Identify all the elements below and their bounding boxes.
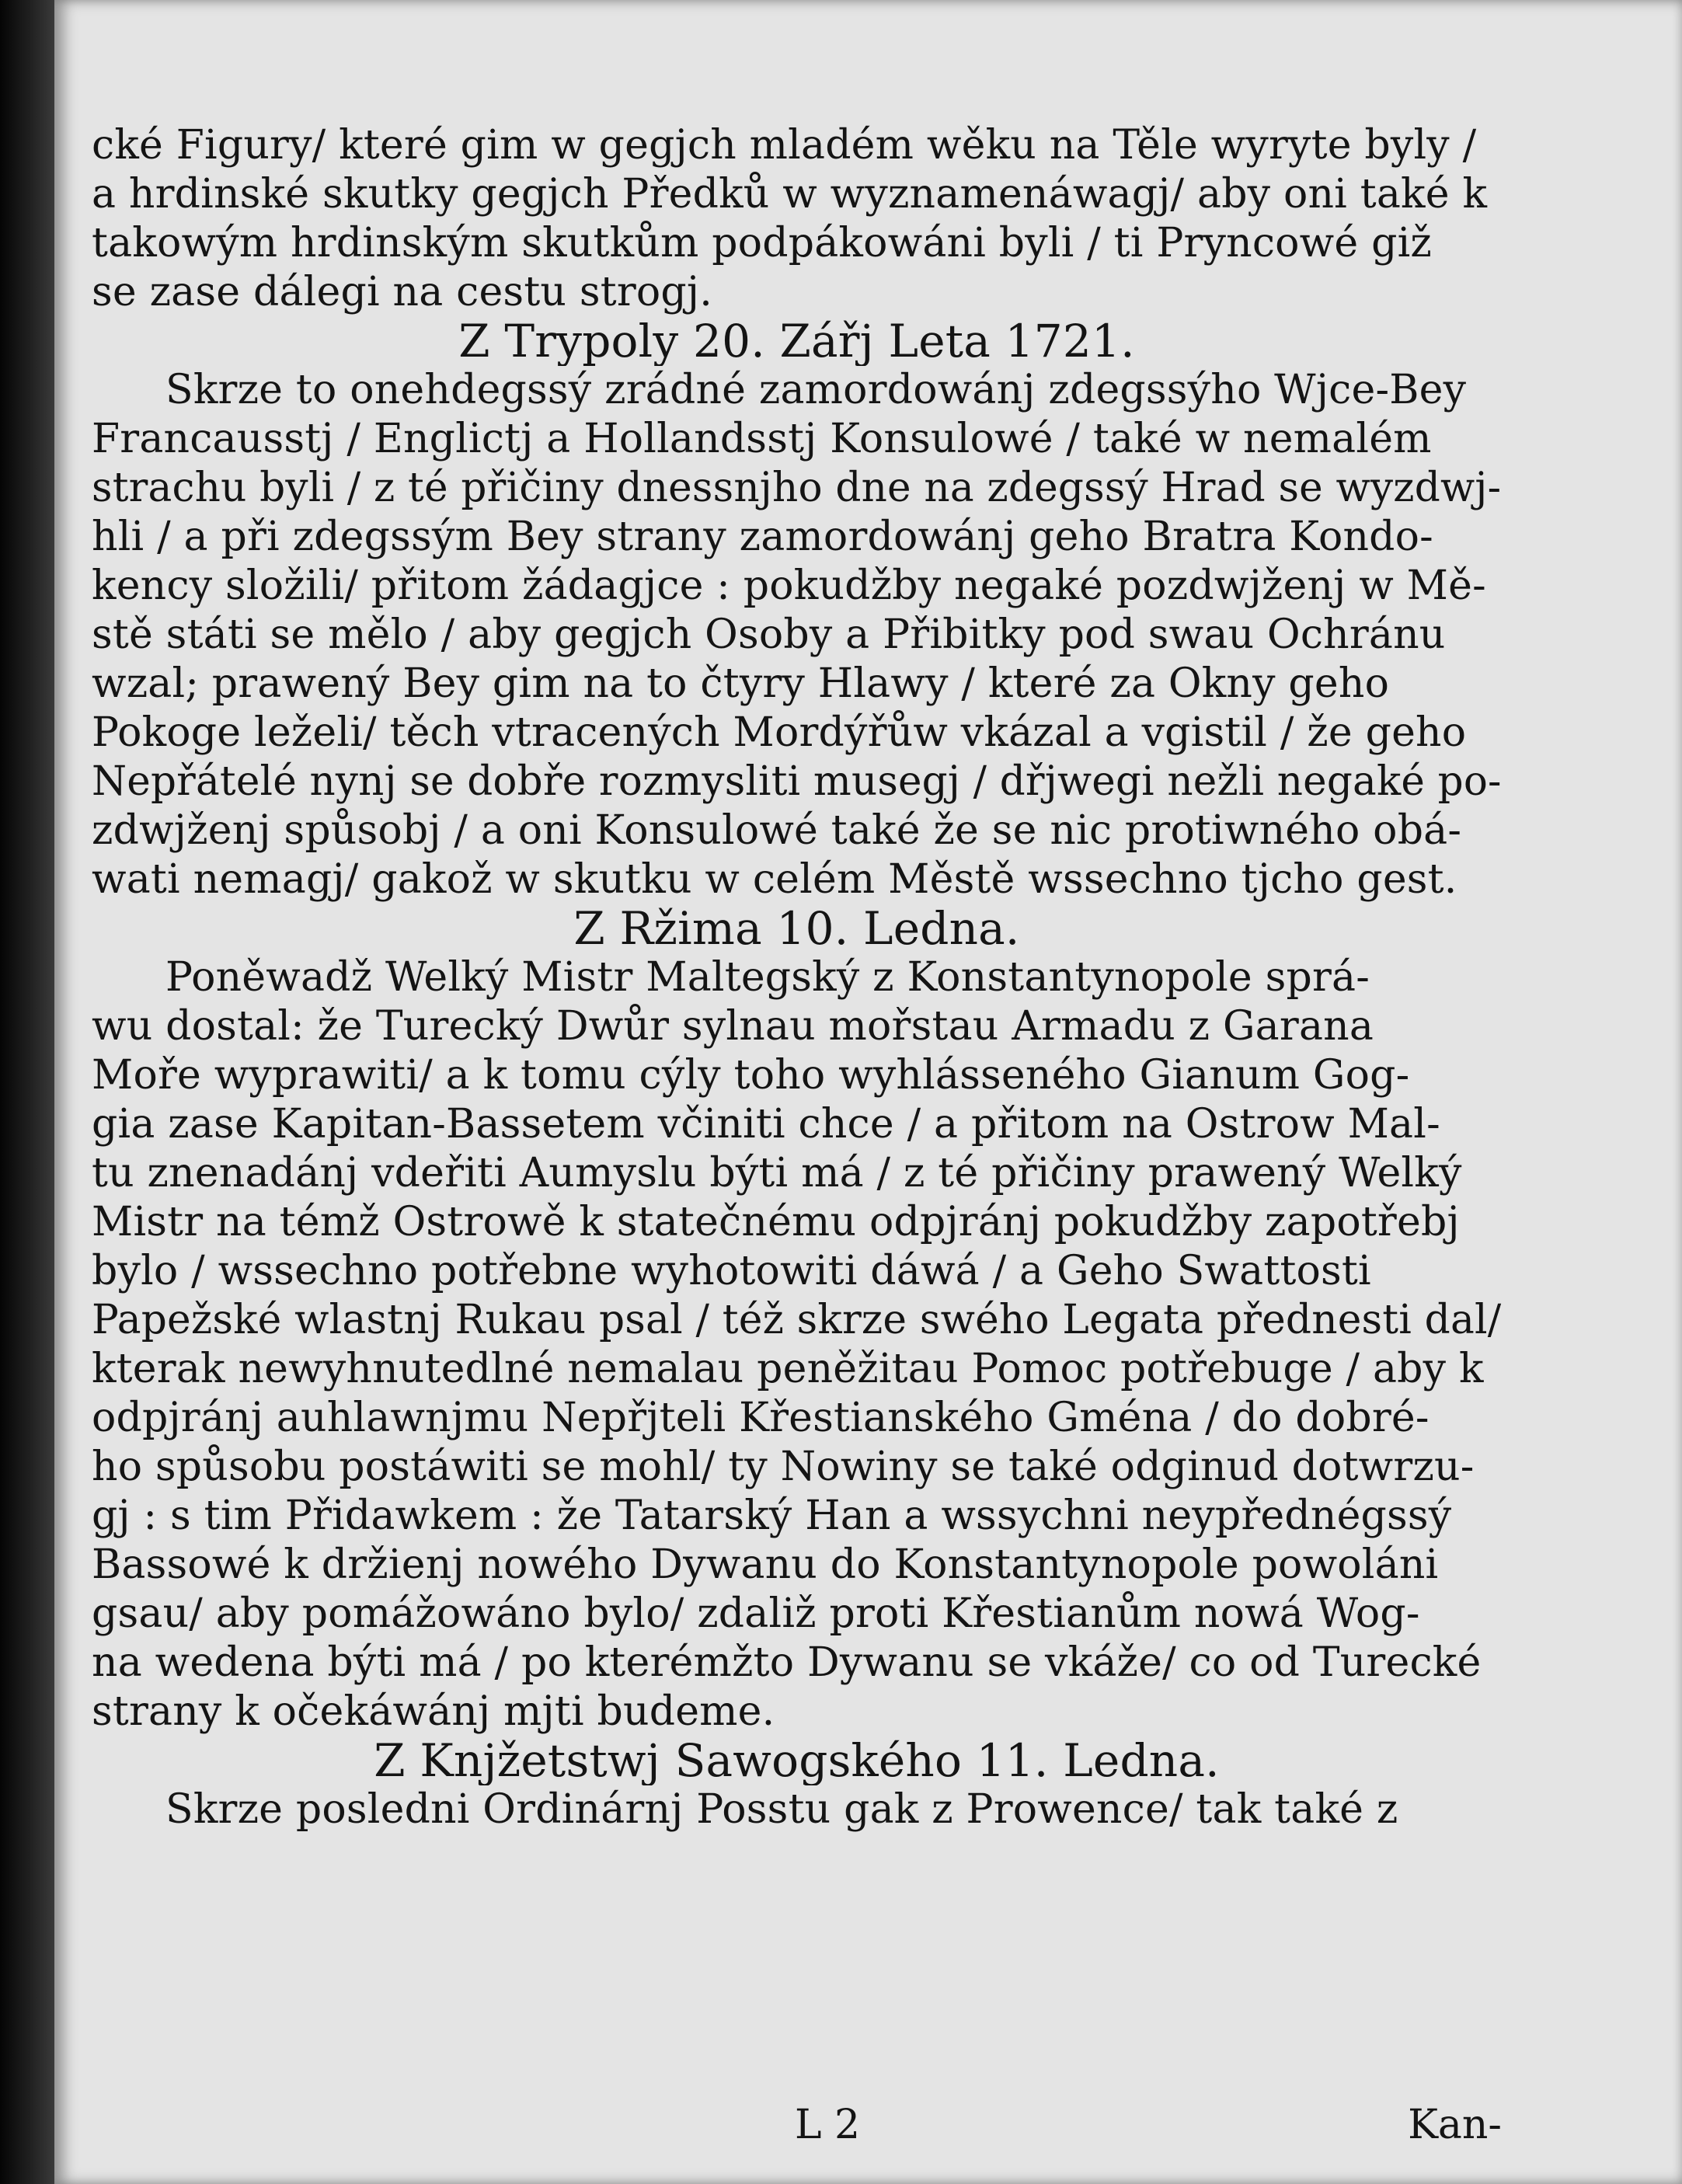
text-line: Nepřátelé nynj se dobře rozmysliti musegj / dřjwegi nežli negaké po- [92, 758, 1502, 805]
dateline-heading: Z Trypoly 20. Zářj Leta 1721. [458, 317, 1135, 366]
scan-dark-edge [0, 0, 54, 2184]
text-line: gia zase Kapitan-Bassetem včiniti chce / a přitom na Ostrow Mal- [92, 1101, 1440, 1148]
text-line: hli / a při zdegssým Bey strany zamordowánj geho Bratra Kondo- [92, 514, 1433, 560]
text-line: tu znenadánj vdeřiti Aumyslu býti má / z té přičiny prawený Welký [92, 1150, 1462, 1196]
text-line: strachu byli / z té přičiny dnessnjho dne na zdegssý Hrad se wyzdwj- [92, 465, 1502, 511]
text-line: gsau/ aby pomážowáno bylo/ zdaliž proti Křestianům nowá Wog- [92, 1590, 1420, 1637]
text-line: wzal; prawený Bey gim na to čtyry Hlawy / které za Okny geho [92, 660, 1390, 707]
text-line: na wedena býti má / po kterémžto Dywanu se vkáže/ co od Turecké [92, 1639, 1482, 1686]
text-line: takowým hrdinským skutkům podpákowáni byli / ti Pryncowé giž [92, 220, 1433, 266]
text-line: gj : s tim Přidawkem : že Tatarský Han a wssychni neypřednégssý [92, 1493, 1452, 1539]
text-line: zdwjženj spůsobj / a oni Konsulowé také že se nic protiwného obá- [92, 807, 1462, 854]
text-line: a hrdinské skutky gegjch Předků w wyznamenáwagj/ aby oni také k [92, 171, 1488, 218]
dateline-heading: Z Ržima 10. Ledna. [573, 904, 1020, 953]
text-line: Poněwadž Welký Mistr Maltegský z Konstantynopole sprá- [165, 954, 1370, 1001]
text-line: wati nemagj/ gakož w skutku w celém Městě wssechno tjcho gest. [92, 856, 1457, 903]
text-line: Skrze to onehdegssý zrádné zamordowánj zdegssýho Wjce-Bey [165, 367, 1467, 413]
text-line: kency složili/ přitom žádagjce : pokudžby negaké pozdwjženj w Mě- [92, 563, 1486, 609]
text-line: Mistr na témž Ostrowě k statečnému odpjránj pokudžby zapotřebj [92, 1199, 1460, 1245]
text-line: odpjránj auhlawnjmu Nepřjteli Křestianského Gména / do dobré- [92, 1395, 1430, 1441]
text-line: Moře wyprawiti/ a k tomu cýly toho wyhlásseného Gianum Gog- [92, 1052, 1410, 1099]
text-line: kterak newyhnutedlné nemalau peněžitau Pomoc potřebuge / aby k [92, 1346, 1484, 1392]
signature-mark: L 2 [795, 2102, 861, 2148]
text-line: Skrze posledni Ordinárnj Posstu gak z Prowence/ tak také z [165, 1786, 1398, 1833]
catchword: Kan- [1408, 2102, 1502, 2148]
page-text [92, 121, 1502, 1834]
text-line: bylo / wssechno potřebne wyhotowiti dáwá / a Geho Swattosti [92, 1248, 1371, 1294]
text-line: se zase dálegi na cestu strogj. [92, 269, 712, 315]
page-footer [92, 2102, 1502, 2156]
dateline-heading: Z Knjžetstwj Sawogského 11. Ledna. [374, 1736, 1220, 1785]
text-line: Papežské wlastnj Rukau psal / též skrze swého Legata přednesti dal/ [92, 1297, 1502, 1343]
text-line: Francausstj / Englictj a Hollandsstj Konsulowé / také w nemalém [92, 416, 1432, 462]
text-line: strany k očekáwánj mjti budeme. [92, 1688, 775, 1735]
text-line: stě státi se mělo / aby gegjch Osoby a Přibitky pod swau Ochránu [92, 611, 1446, 658]
book-page [54, 0, 1682, 2184]
text-line: Bassowé k držienj nowého Dywanu do Konstantynopole powoláni [92, 1541, 1439, 1588]
text-line: cké Figury/ které gim w gegjch mladém wěku na Těle wyryte byly / [92, 122, 1477, 169]
text-line: wu dostal: že Turecký Dwůr sylnau mořstau Armadu z Garana [92, 1003, 1374, 1050]
text-line: ho spůsobu postáwiti se mohl/ ty Nowiny se také odginud dotwrzu- [92, 1444, 1475, 1490]
text-line: Pokoge leželi/ těch vtracených Mordýřůw vkázal a vgistil / že geho [92, 709, 1467, 756]
